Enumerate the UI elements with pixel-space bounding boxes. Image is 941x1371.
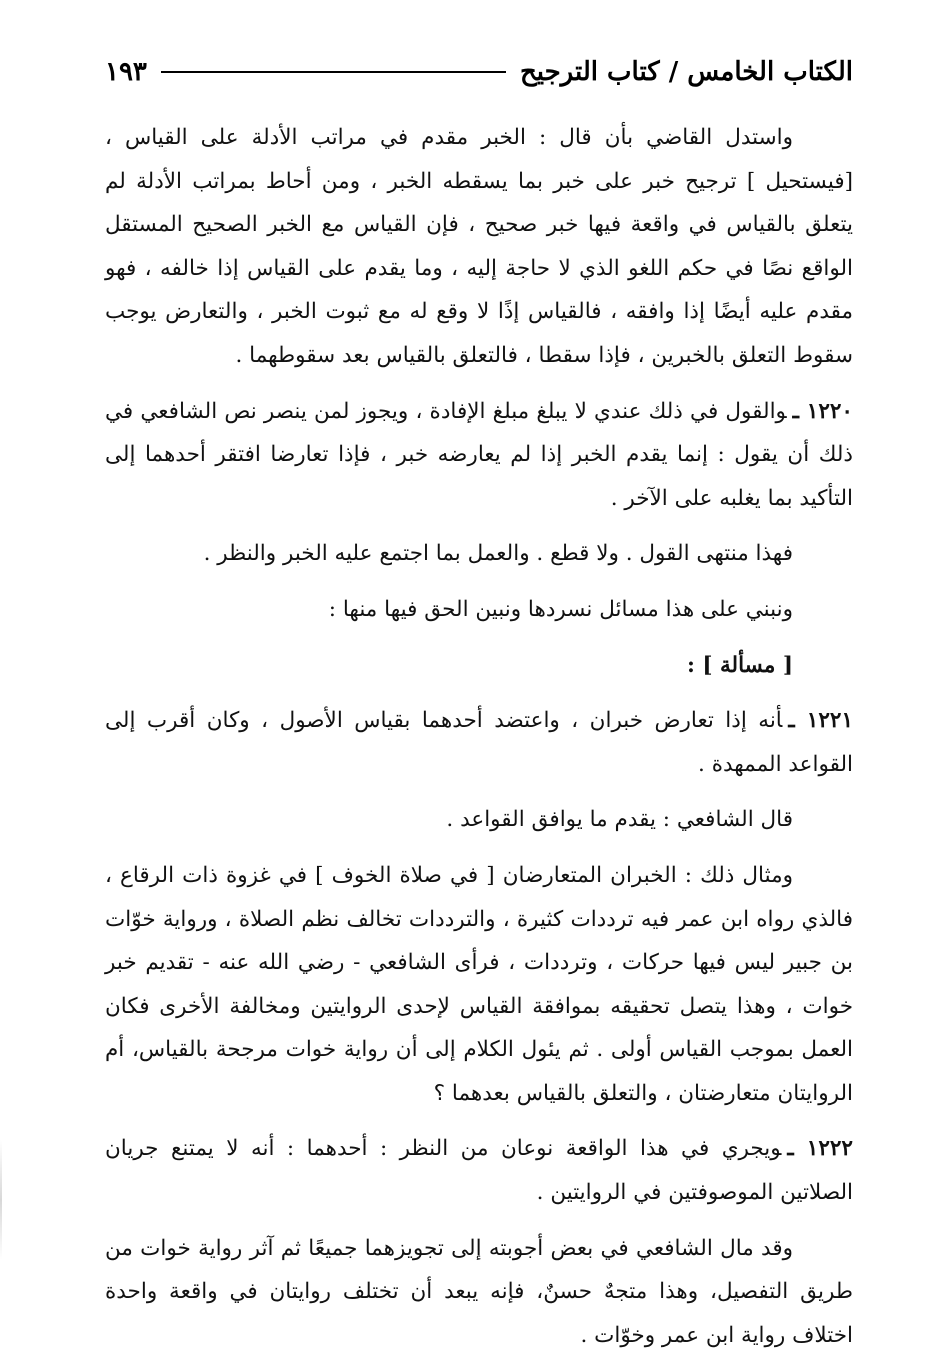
scan-edge-mark [0,1140,2,1260]
paragraph-number: ١٢٢١ ـ [788,708,853,734]
paragraph-1 [105,116,853,378]
paragraph-text: واستدل القاضي بأن قال : الخبر مقدم في مراتب الأدلة على القياس ، [فيستحيل ] ترجيح خبر على خبر بما يسقطه الخبر ، ومن أحاط بمراتب الأدلة لم يتعلق بالقياس في واقعة فيها خبر صحيح ، فإن القياس مع الخبر الصحيح المستقل الواقع نصًا في حكم اللغو الذي لا حاجة إليه ، وما يقدم على القياس إذا خالفه ، فهو مقدم عليه أيضًا إذا وافقه ، فالقياس إذًا لا وقع له مع ثبوت الخبر ، والتعارض يوجب سقوط التعلق بالخبرين ، فإذا سقطا ، فالتعلق بالقياس بعد سقوطهما . [105,125,853,368]
heading-text: [ مسألة ] : [686,652,793,678]
page-header [105,50,853,94]
paragraph-text: فهذا منتهى القول . ولا قطع . والعمل بما اجتمع عليه الخبر والنظر . [203,541,793,567]
paragraph-1222 [105,1127,853,1214]
paragraph-text: ونبني على هذا مسائل نسردها ونبين الحق فيها منها : [328,596,793,622]
paragraph-text: ويجري في هذا الواقعة نوعان من النظر : أحدهما : أنه لا يمتنع جريان الصلاتين الموصوفتين في الروايتين . [105,1136,853,1206]
header-rule [161,71,506,73]
paragraph-number: ١٢٢٢ ـ [787,1136,853,1162]
section-heading-masala [105,644,853,688]
paragraph-text: ومثال ذلك : الخبران المتعارضان [ في صلاة الخوف ] في غزوة ذات الرقاع ، فالذي رواه ابن عمر فيه ترددات كثيرة ، والترددات تخالف نظم الصلاة ، ورواية خوّات بن جبير ليس فيها حركات ، وترددات ، فرأى الشافعي - رضي الله عنه - تقديم خبر خوات ، وهذا يتصل تحقيقه بموافقة القياس لإحدى الروايتين ومخالفة الأخرى فكان العمل بموجب القياس أولى . ثم يئول الكلام إلى أن رواية خوات مرجحة بالقياس، أم الروايتان متعارضتان ، والتعلق بالقياس بعدهما ؟ [105,862,853,1106]
paragraph-text: وقد مال الشافعي في بعض أجوبته إلى تجويزهما جميعًا ثم آثر رواية خوات من طريق التفصيل، وهذا متجهٌ حسنٌ، فإنه يبعد أن تختلف روايتان في واقعة واحدة اختلاف رواية ابن عمر وخوّات . [105,1235,853,1348]
paragraph-4 [105,588,853,632]
paragraph-1220 [105,390,853,521]
paragraph-text: والقول في ذلك عندي لا يبلغ مبلغ الإفادة ، ويجوز لمن ينصر نص الشافعي في ذلك أن يقول : إنما يقدم الخبر إذا لم يعارضه خبر ، فإذا تعارضا افتقر أحدهما إلى التأكيد بما يغلبه على الآخر . [105,398,853,511]
paragraph-1221 [105,699,853,786]
paragraph-text: أنه إذا تعارض خبران ، واعتضد أحدهما بقياس الأصول ، وكان أقرب إلى القواعد الممهدة . [105,708,853,777]
paragraph-3 [105,532,853,576]
paragraph-7 [105,798,853,842]
running-title: الكتاب الخامس / كتاب الترجيح [519,57,853,87]
paragraph-10 [105,1227,853,1358]
page-number: ١٩٣ [105,57,147,87]
paragraph-text: قال الشافعي : يقدم ما يوافق القواعد . [446,807,793,833]
paragraph-8 [105,854,853,1116]
paragraph-number: ١٢٢٠ ـ [792,398,853,424]
page-body [105,116,853,1369]
